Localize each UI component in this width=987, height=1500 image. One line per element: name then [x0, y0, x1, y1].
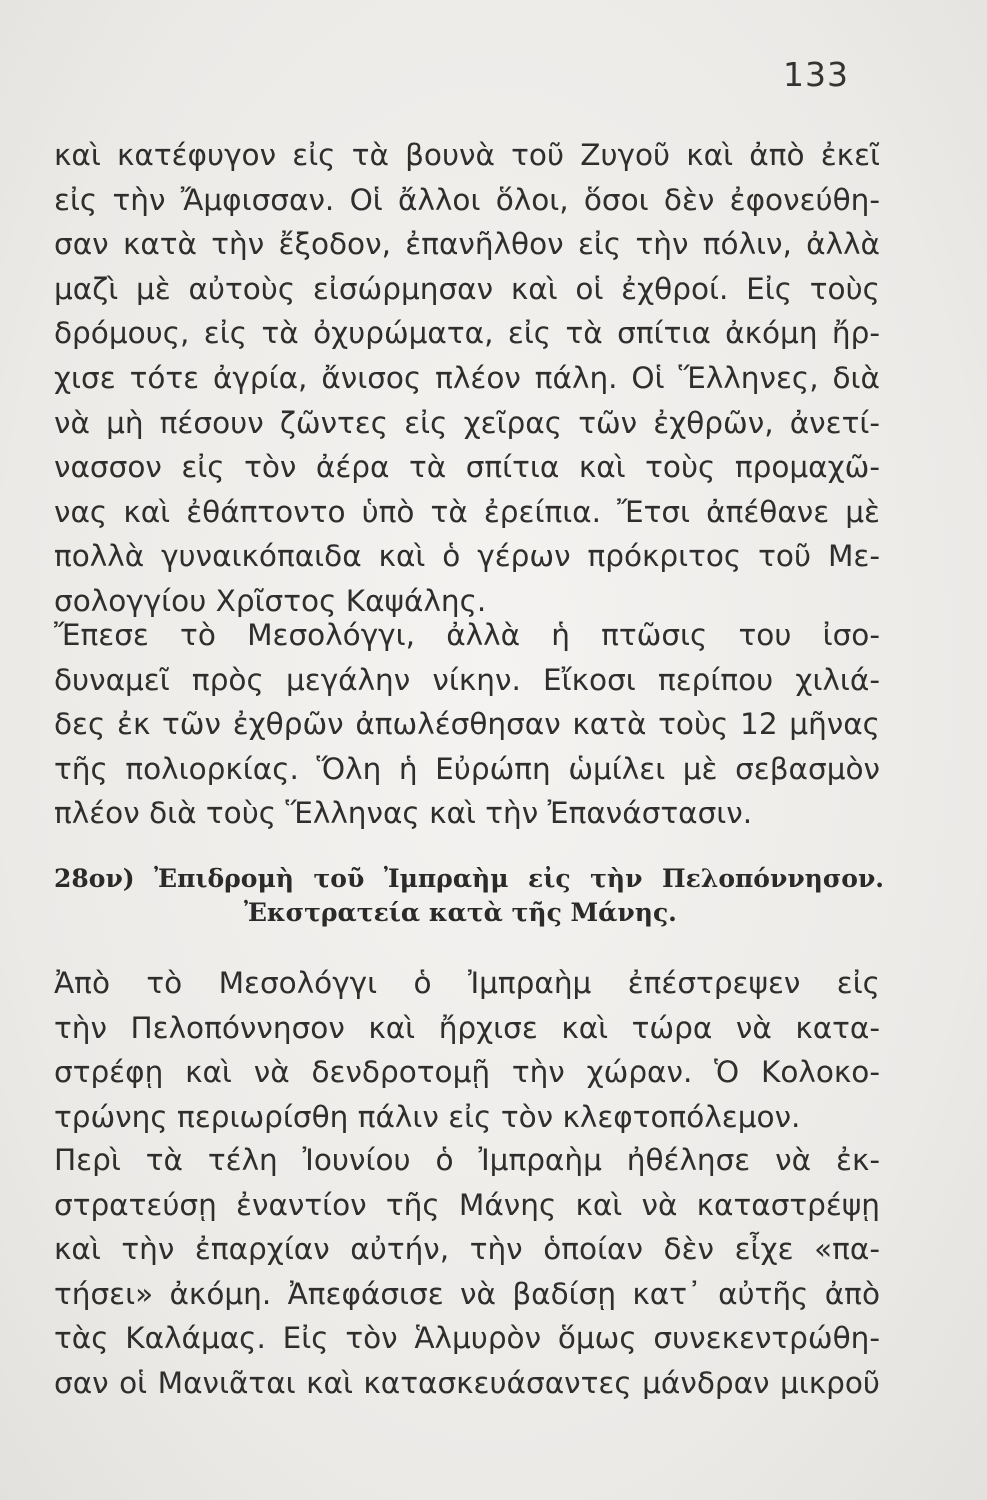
text-line: εἰς τὴν Ἄμφισσαν. Οἱ ἄλλοι ὅλοι, ὅσοι δὲν ἐφονεύθη- [54, 182, 880, 217]
text-line: χισε τότε ἀγρία, ἄνισος πλέον πάλη. Οἱ Ἕλληνες, διὰ [54, 360, 880, 395]
section-heading [54, 864, 884, 932]
text-line: στρέφῃ καὶ νὰ δενδροτομῇ τὴν χώραν. Ὁ Κολοκο- [54, 1055, 880, 1090]
text-line: σαν οἱ Μανιᾶται καὶ κατασκευάσαντες μάνδραν μικροῦ [54, 1365, 880, 1400]
text-line: Ἔπεσε τὸ Μεσολόγγι, ἀλλὰ ἡ πτῶσις του ἰσο- [54, 618, 880, 652]
text-line: πολλὰ γυναικόπαιδα καὶ ὁ γέρων πρόκριτος τοῦ Με- [54, 539, 880, 574]
section-heading-line-1: 28ον) Ἐπιδρομὴ τοῦ Ἰμπραὴμ εἰς τὴν Πελοπόννησον. [54, 864, 884, 893]
text-line: Περὶ τὰ τέλη Ἰουνίου ὁ Ἰμπραὴμ ἠθέλησε νὰ ἐκ- [54, 1143, 880, 1177]
text-line: τρώνης περιωρίσθη πάλιν εἰς τὸν κλεφτοπόλεμον. [54, 1099, 801, 1134]
text-line: σαν κατὰ τὴν ἔξοδον, ἐπανῆλθον εἰς τὴν πόλιν, ἀλλὰ [54, 227, 880, 262]
text-line: σολογγίου Χρῖστος Καψάλης. [54, 583, 487, 618]
paragraph-mani-campaign [54, 1138, 880, 1406]
text-line: νας καὶ ἐθάπτοντο ὑπὸ τὰ ἐρείπια. Ἔτσι ἀπέθανε μὲ [54, 494, 880, 529]
text-line: δυναμεῖ πρὸς μεγάλην νίκην. Εἴκοσι περίπου χιλιά- [54, 662, 880, 697]
text-line: νὰ μὴ πέσουν ζῶντες εἰς χεῖρας τῶν ἐχθρῶν, ἀνετί- [54, 405, 880, 440]
section-heading-line-2: Ἐκστρατεία κατὰ τῆς Μάνης. [244, 898, 677, 927]
text-line: τὴν Πελοπόννησον καὶ ἤρχισε καὶ τώρα νὰ κατα- [54, 1010, 880, 1045]
text-line: μαζὶ μὲ αὐτοὺς εἰσώρμησαν καὶ οἱ ἐχθροί. Εἰς τοὺς [54, 271, 880, 306]
text-line: δες ἐκ τῶν ἐχθρῶν ἀπωλέσθησαν κατὰ τοὺς 12 μῆνας [54, 707, 880, 742]
text-line: νασσον εἰς τὸν ἀέρα τὰ σπίτια καὶ τοὺς προμαχῶ- [54, 450, 880, 485]
text-line: στρατεύσῃ ἐναντίον τῆς Μάνης καὶ νὰ καταστρέψῃ [54, 1187, 880, 1222]
paragraph-fall-of-mesolongi [54, 133, 880, 624]
paragraph-significance [54, 613, 880, 836]
text-line: καὶ τὴν ἐπαρχίαν αὐτήν, τὴν ὁποίαν δὲν εἶχε «πα- [54, 1232, 880, 1267]
text-line: δρόμους, εἰς τὰ ὀχυρώματα, εἰς τὰ σπίτια ἀκόμη ἤρ- [54, 316, 880, 351]
text-line: πλέον διὰ τοὺς Ἕλληνας καὶ τὴν Ἐπανάστασιν. [54, 796, 753, 831]
text-line: Ἀπὸ τὸ Μεσολόγγι ὁ Ἰμπραὴμ ἐπέστρεψεν εἰς [54, 966, 880, 1000]
page-number: 133 [783, 55, 849, 94]
text-line: καὶ κατέφυγον εἰς τὰ βουνὰ τοῦ Ζυγοῦ καὶ ἀπὸ ἐκεῖ [54, 138, 880, 172]
text-line: τὰς Καλάμας. Εἰς τὸν Ἁλμυρὸν ὅμως συνεκεντρώθη- [54, 1321, 880, 1356]
text-line: τῆς πολιορκίας. Ὅλη ἡ Εὐρώπη ὡμίλει μὲ σεβασμὸν [54, 751, 880, 786]
paragraph-ibrahim-return [54, 961, 880, 1139]
text-line: τήσει» ἀκόμη. Ἀπεφάσισε νὰ βαδίσῃ κατ᾽ αὐτῆς ἀπὸ [54, 1276, 880, 1311]
